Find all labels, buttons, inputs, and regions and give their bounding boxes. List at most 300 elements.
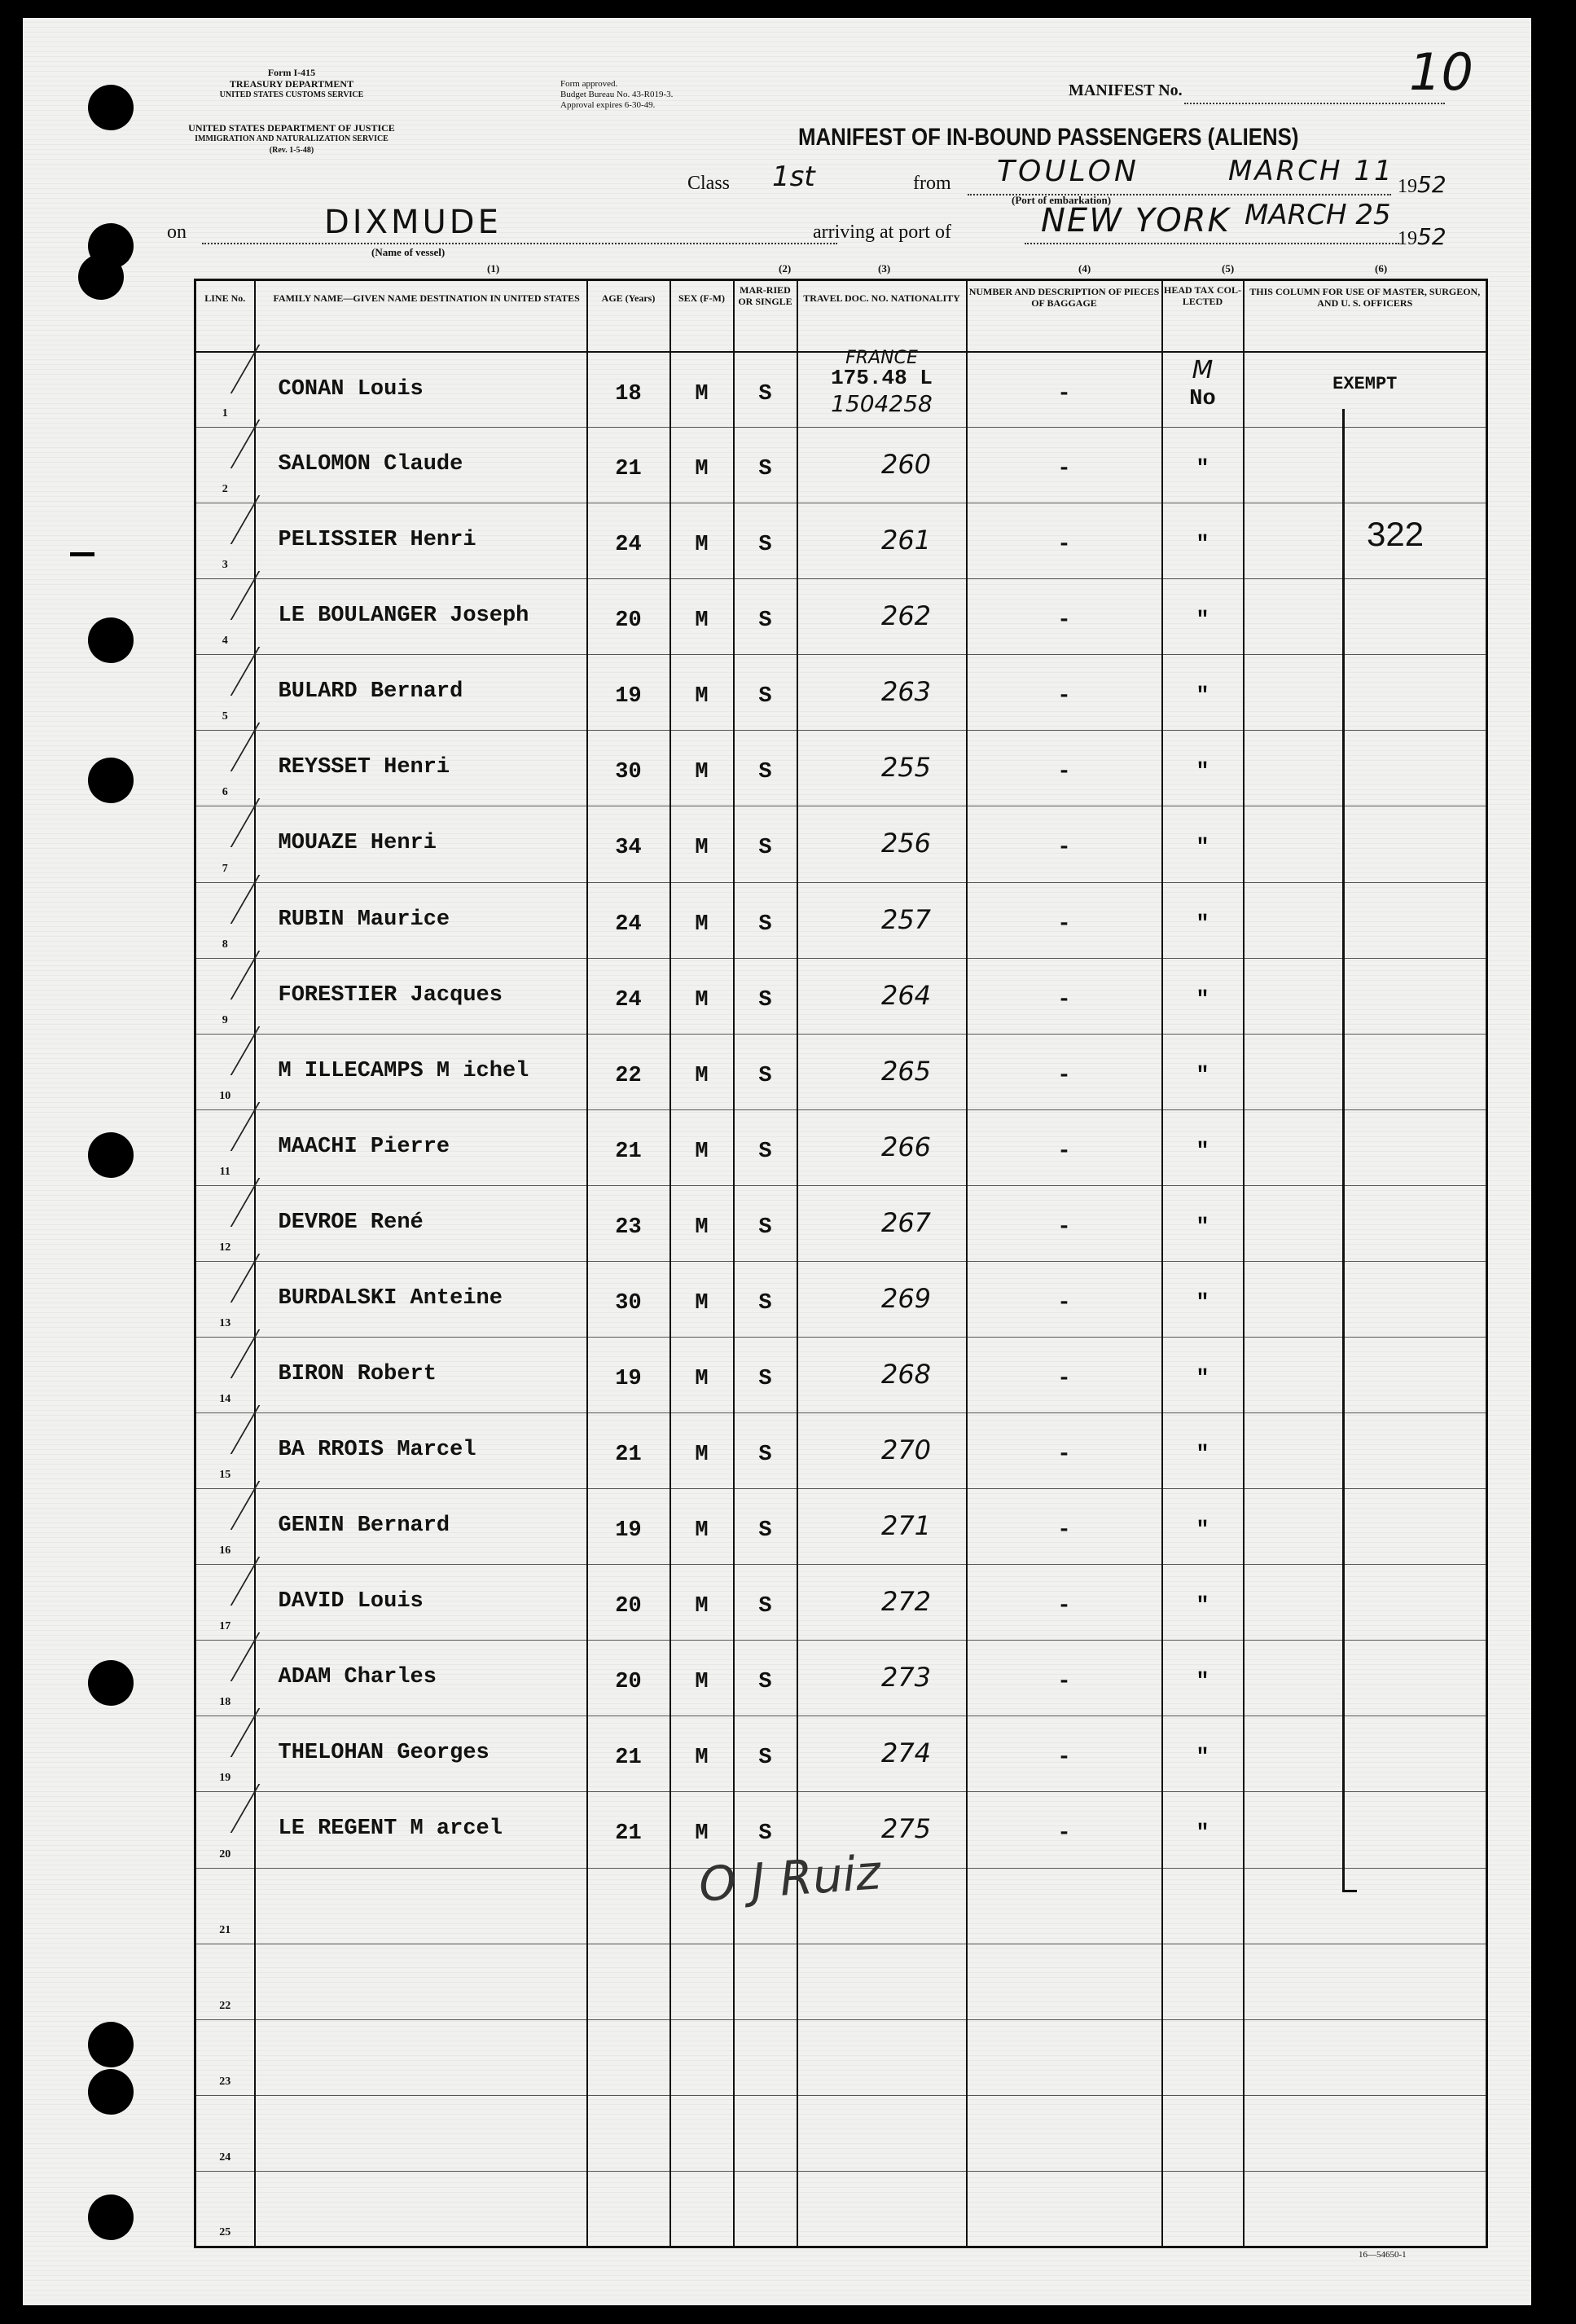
binder-hole xyxy=(88,617,134,663)
line-number-cell: 13 xyxy=(195,1261,255,1337)
head-tax: No xyxy=(1189,386,1216,411)
manifest-title: MANIFEST OF IN-BOUND PASSENGERS (ALIENS) xyxy=(798,124,1299,151)
binder-hole xyxy=(88,2194,134,2240)
passenger-sex-cell xyxy=(670,428,734,503)
passenger-marital: S xyxy=(758,684,772,710)
passenger-age: 20 xyxy=(615,1670,642,1695)
travel-doc-number-cell xyxy=(797,503,967,579)
passenger-sex-cell xyxy=(670,2171,734,2247)
line-number-cell: 23 xyxy=(195,2019,255,2095)
passenger-marital: S xyxy=(758,1821,772,1847)
baggage-cell xyxy=(967,1109,1162,1185)
passenger-marital: S xyxy=(758,1290,772,1316)
table-row xyxy=(195,1641,1487,1716)
on-label: on xyxy=(167,222,187,243)
officer-use-cell xyxy=(1244,352,1487,428)
head-tax-cell xyxy=(1162,958,1244,1034)
travel-doc-number-cell xyxy=(797,2095,967,2171)
binder-hole xyxy=(88,2069,134,2115)
table-row xyxy=(195,806,1487,882)
passenger-sex-cell xyxy=(670,1565,734,1641)
line-number-cell: 9 xyxy=(195,958,255,1034)
officer-bracket-line xyxy=(1342,409,1345,1891)
vessel-name: DIXMUDE xyxy=(324,204,502,241)
col-age: AGE (Years) xyxy=(587,280,670,352)
passenger-age-cell xyxy=(587,1413,670,1489)
passenger-name-cell xyxy=(255,806,587,882)
passenger-marital: S xyxy=(758,1670,772,1695)
col-number-1: (1) xyxy=(487,262,500,275)
passenger-age-cell xyxy=(587,579,670,655)
baggage-cell xyxy=(967,1489,1162,1565)
year-suffix-1: 52 xyxy=(1417,171,1446,198)
line-number-cell: 14 xyxy=(195,1338,255,1413)
table-row xyxy=(195,1338,1487,1413)
travel-doc-number-cell xyxy=(797,1565,967,1641)
baggage-cell xyxy=(967,1185,1162,1261)
ins-service: IMMIGRATION AND NATURALIZATION SERVICE xyxy=(195,134,389,143)
passenger-age-cell xyxy=(587,958,670,1034)
passenger-age: 24 xyxy=(615,912,642,937)
travel-doc-number-cell xyxy=(797,2019,967,2095)
col-name: FAMILY NAME—GIVEN NAME DESTINATION IN UNITED STATES xyxy=(255,280,587,352)
passenger-sex: M xyxy=(695,533,709,558)
passenger-name-cell xyxy=(255,1641,587,1716)
table-row xyxy=(195,958,1487,1034)
year-suffix-2: 52 xyxy=(1417,223,1446,250)
officer-use-cell xyxy=(1244,1413,1487,1489)
passenger-age-cell xyxy=(587,1716,670,1792)
passenger-sex: M xyxy=(695,760,709,785)
arriving-label: arriving at port of xyxy=(813,222,951,243)
passenger-marital-cell xyxy=(734,655,797,731)
baggage-cell xyxy=(967,882,1162,958)
passenger-sex: M xyxy=(695,1367,709,1392)
officer-bracket-end xyxy=(1342,1890,1357,1892)
passenger-marital-cell xyxy=(734,806,797,882)
passenger-sex-cell xyxy=(670,1489,734,1565)
col-travel-doc: TRAVEL DOC. NO. NATIONALITY xyxy=(797,280,967,352)
travel-doc-number-cell xyxy=(797,731,967,806)
head-tax: " xyxy=(1196,1821,1209,1847)
passenger-age: 21 xyxy=(615,457,642,482)
passenger-sex: M xyxy=(695,457,709,482)
baggage: - xyxy=(1057,987,1071,1013)
officer-use-cell xyxy=(1244,1109,1487,1185)
travel-doc-number-2: 1504258 xyxy=(831,389,933,417)
baggage-cell xyxy=(967,2095,1162,2171)
baggage-cell xyxy=(967,806,1162,882)
baggage-cell xyxy=(967,579,1162,655)
passenger-age: 34 xyxy=(615,836,642,861)
travel-doc-number-cell xyxy=(797,1944,967,2019)
passenger-sex-cell xyxy=(670,352,734,428)
baggage-cell xyxy=(967,1868,1162,1944)
binder-hole xyxy=(88,1660,134,1706)
line-number-cell: 18 xyxy=(195,1641,255,1716)
travel-doc-number: 273 xyxy=(880,1662,932,1694)
head-tax-cell xyxy=(1162,1716,1244,1792)
travel-doc-number: 263 xyxy=(880,676,932,708)
passenger-sex: M xyxy=(695,1063,709,1088)
passenger-age-cell xyxy=(587,1034,670,1109)
passenger-age: 19 xyxy=(615,1518,642,1544)
passenger-name: DAVID Louis xyxy=(278,1589,424,1614)
passenger-age: 30 xyxy=(615,760,642,785)
passenger-name-cell xyxy=(255,1185,587,1261)
line-number-cell: 4 xyxy=(195,579,255,655)
year-prefix-1: 19 xyxy=(1398,176,1417,197)
line-number-cell: 11 xyxy=(195,1109,255,1185)
signature: O J Ruiz xyxy=(696,1844,883,1913)
col-number-5: (5) xyxy=(1222,262,1235,275)
table-row xyxy=(195,1489,1487,1565)
col-married: MAR-RIED OR SINGLE xyxy=(734,280,797,352)
travel-doc-number: 257 xyxy=(880,903,932,935)
line-number-cell: 20 xyxy=(195,1792,255,1868)
travel-doc-number: 262 xyxy=(880,600,932,632)
officer-use-cell xyxy=(1244,1338,1487,1413)
table-row xyxy=(195,2095,1487,2171)
passenger-age-cell xyxy=(587,503,670,579)
head-tax-cell xyxy=(1162,1185,1244,1261)
passenger-name: REYSSET Henri xyxy=(278,755,450,780)
officer-use-cell xyxy=(1244,1868,1487,1944)
passenger-sex-cell xyxy=(670,579,734,655)
passenger-name: PELISSIER Henri xyxy=(278,528,476,553)
passenger-marital: S xyxy=(758,381,772,406)
head-tax-cell xyxy=(1162,428,1244,503)
line-number-cell: 7 xyxy=(195,806,255,882)
head-tax-cell xyxy=(1162,2019,1244,2095)
baggage-cell xyxy=(967,352,1162,428)
baggage-cell xyxy=(967,503,1162,579)
travel-doc-number: 270 xyxy=(880,1434,932,1466)
passenger-marital: S xyxy=(758,1367,772,1392)
col-baggage: NUMBER AND DESCRIPTION OF PIECES OF BAGGAGE xyxy=(967,280,1162,352)
passenger-sex-cell xyxy=(670,1944,734,2019)
passenger-age-cell xyxy=(587,1868,670,1944)
passenger-name: MAACHI Pierre xyxy=(278,1134,450,1159)
passenger-name-cell xyxy=(255,2019,587,2095)
passenger-age-cell xyxy=(587,1489,670,1565)
binder-hole xyxy=(88,2022,134,2067)
passenger-sex-cell xyxy=(670,1716,734,1792)
head-tax-cell xyxy=(1162,2095,1244,2171)
passenger-name: LE BOULANGER Joseph xyxy=(278,604,529,629)
passenger-marital-cell xyxy=(734,1034,797,1109)
passenger-marital-cell xyxy=(734,1338,797,1413)
class-value: 1st xyxy=(772,160,815,193)
manifest-no-value: 10 xyxy=(1409,42,1473,102)
passenger-sex: M xyxy=(695,912,709,937)
passenger-sex-cell xyxy=(670,731,734,806)
passenger-age-cell xyxy=(587,1109,670,1185)
passenger-name-cell xyxy=(255,2171,587,2247)
officer-use-cell xyxy=(1244,1489,1487,1565)
travel-doc-number-cell xyxy=(797,347,967,428)
officer-note: 322 xyxy=(1367,515,1425,553)
passenger-marital: S xyxy=(758,1746,772,1771)
passenger-age-cell xyxy=(587,1641,670,1716)
table-row xyxy=(195,1261,1487,1337)
head-tax: " xyxy=(1196,1518,1209,1544)
baggage: - xyxy=(1057,912,1071,937)
baggage: - xyxy=(1057,1443,1071,1468)
officer-use-cell xyxy=(1244,1034,1487,1109)
head-tax-cell xyxy=(1162,1868,1244,1944)
baggage: - xyxy=(1057,1367,1071,1392)
passenger-sex: M xyxy=(695,608,709,634)
head-tax: " xyxy=(1196,1746,1209,1771)
passenger-name-cell xyxy=(255,882,587,958)
vessel-underline xyxy=(202,243,837,244)
approval-line-3: Approval expires 6-30-49. xyxy=(560,100,656,110)
line-number-cell: 5 xyxy=(195,655,255,731)
passenger-age: 21 xyxy=(615,1443,642,1468)
passenger-age: 18 xyxy=(615,381,642,406)
travel-doc-number: 256 xyxy=(880,828,932,859)
passenger-age: 21 xyxy=(615,1746,642,1771)
passenger-age-cell xyxy=(587,1261,670,1337)
travel-doc-number: 268 xyxy=(880,1359,932,1390)
passenger-name: RUBIN Maurice xyxy=(278,907,450,932)
binder-hole xyxy=(78,254,124,300)
travel-doc-number: 267 xyxy=(880,1206,932,1238)
table-row xyxy=(195,655,1487,731)
officer-use-cell xyxy=(1244,2095,1487,2171)
travel-doc-number-cell xyxy=(797,1109,967,1185)
manifest-no-underline xyxy=(1184,103,1445,104)
travel-doc-number: 261 xyxy=(880,525,932,556)
passenger-sex-cell xyxy=(670,1185,734,1261)
passenger-age: 20 xyxy=(615,1594,642,1619)
head-tax-cell xyxy=(1162,731,1244,806)
col-line-no: LINE No. xyxy=(195,280,255,352)
table-row xyxy=(195,731,1487,806)
line-number-cell: 2 xyxy=(195,428,255,503)
line-number-cell: 22 xyxy=(195,1944,255,2019)
officer-use-cell xyxy=(1244,806,1487,882)
passenger-sex: M xyxy=(695,1443,709,1468)
table-header-row xyxy=(195,280,1487,352)
binder-hole xyxy=(88,85,134,130)
passenger-age: 20 xyxy=(615,608,642,634)
passenger-sex: M xyxy=(695,1594,709,1619)
baggage-cell xyxy=(967,1261,1162,1337)
passenger-marital: S xyxy=(758,912,772,937)
head-tax: " xyxy=(1196,1290,1209,1316)
passenger-name-cell xyxy=(255,1716,587,1792)
passenger-marital-cell xyxy=(734,1716,797,1792)
table-row xyxy=(195,352,1487,428)
passenger-name-cell xyxy=(255,1261,587,1337)
table-row xyxy=(195,428,1487,503)
baggage-cell xyxy=(967,731,1162,806)
baggage-cell xyxy=(967,1641,1162,1716)
passenger-name: DEVROE René xyxy=(278,1210,424,1235)
head-tax-cell xyxy=(1162,2171,1244,2247)
passenger-marital-cell xyxy=(734,1261,797,1337)
passenger-marital-cell xyxy=(734,1489,797,1565)
passenger-marital: S xyxy=(758,1594,772,1619)
head-tax-cell xyxy=(1162,1489,1244,1565)
line-number-cell: 6 xyxy=(195,731,255,806)
baggage: - xyxy=(1057,1215,1071,1240)
passenger-sex: M xyxy=(695,1290,709,1316)
head-tax-cell xyxy=(1162,1641,1244,1716)
baggage: - xyxy=(1057,1821,1071,1847)
travel-doc-number-cell xyxy=(797,1338,967,1413)
travel-doc-number-cell xyxy=(797,806,967,882)
passenger-name-cell xyxy=(255,655,587,731)
line-number-cell: 16 xyxy=(195,1489,255,1565)
col-number-3: (3) xyxy=(878,262,891,275)
travel-doc-number-cell xyxy=(797,1034,967,1109)
passenger-sex: M xyxy=(695,1746,709,1771)
passenger-sex: M xyxy=(695,684,709,710)
passenger-name: M ILLECAMPS M ichel xyxy=(278,1058,529,1083)
head-tax-cell xyxy=(1162,1565,1244,1641)
binder-hole xyxy=(88,1132,134,1178)
passenger-age-cell xyxy=(587,806,670,882)
passenger-age-cell xyxy=(587,2095,670,2171)
officer-use-cell xyxy=(1244,1641,1487,1716)
passenger-sex: M xyxy=(695,1518,709,1544)
passenger-age: 21 xyxy=(615,1821,642,1847)
passenger-name-cell xyxy=(255,1565,587,1641)
travel-doc-number-cell xyxy=(797,2171,967,2247)
col-number-2: (2) xyxy=(779,262,792,275)
passenger-name: MOUAZE Henri xyxy=(278,831,437,856)
travel-doc-number: 255 xyxy=(880,752,932,784)
year-prefix-2: 19 xyxy=(1398,228,1417,249)
from-underline xyxy=(968,194,1391,195)
passenger-name-cell xyxy=(255,1413,587,1489)
passenger-name-cell xyxy=(255,1868,587,1944)
approval-block xyxy=(560,79,673,111)
passenger-age: 24 xyxy=(615,533,642,558)
head-tax-cell xyxy=(1162,1338,1244,1413)
passenger-name: FORESTIER Jacques xyxy=(278,982,503,1008)
baggage-cell xyxy=(967,1034,1162,1109)
passenger-sex-cell xyxy=(670,655,734,731)
passenger-age-cell xyxy=(587,1338,670,1413)
passenger-name-cell xyxy=(255,1489,587,1565)
baggage-cell xyxy=(967,1944,1162,2019)
travel-doc-number: 275 xyxy=(880,1813,932,1845)
year-2 xyxy=(1398,223,1446,250)
officer-use-cell xyxy=(1244,882,1487,958)
passenger-age: 22 xyxy=(615,1063,642,1088)
passenger-age-cell xyxy=(587,352,670,428)
justice-block xyxy=(161,122,422,156)
table-row xyxy=(195,1185,1487,1261)
passenger-sex: M xyxy=(695,1215,709,1240)
travel-doc-number-cell xyxy=(797,1489,967,1565)
head-tax-cell xyxy=(1162,1261,1244,1337)
baggage: - xyxy=(1057,836,1071,861)
col-sex: SEX (F-M) xyxy=(670,280,734,352)
officer-use: EXEMPT xyxy=(1332,373,1398,394)
baggage: - xyxy=(1057,1290,1071,1316)
arrival-port: NEW YORK xyxy=(1041,202,1231,239)
baggage-cell xyxy=(967,1716,1162,1792)
table-row xyxy=(195,1413,1487,1489)
travel-doc-number: 266 xyxy=(880,1131,932,1162)
baggage: - xyxy=(1057,533,1071,558)
baggage-cell xyxy=(967,2019,1162,2095)
customs-service: UNITED STATES CUSTOMS SERVICE xyxy=(219,90,364,99)
passenger-sex-cell xyxy=(670,1338,734,1413)
passenger-sex-cell xyxy=(670,2095,734,2171)
passenger-sex: M xyxy=(695,836,709,861)
baggage-cell xyxy=(967,428,1162,503)
table-row xyxy=(195,1716,1487,1792)
travel-doc-number-cell xyxy=(797,958,967,1034)
head-tax: " xyxy=(1196,1063,1209,1088)
passenger-name: BURDALSKI Anteine xyxy=(278,1285,503,1311)
passenger-sex-cell xyxy=(670,1641,734,1716)
table-row xyxy=(195,1565,1487,1641)
passenger-sex-cell xyxy=(670,1109,734,1185)
officer-use-cell xyxy=(1244,2171,1487,2247)
baggage: - xyxy=(1057,1518,1071,1544)
passenger-sex-cell xyxy=(670,806,734,882)
head-tax: " xyxy=(1196,760,1209,785)
passenger-sex-cell xyxy=(670,1413,734,1489)
passenger-marital-cell xyxy=(734,579,797,655)
passenger-age: 24 xyxy=(615,987,642,1013)
passenger-marital: S xyxy=(758,533,772,558)
travel-doc-number: 264 xyxy=(880,979,932,1011)
officer-use-cell xyxy=(1244,731,1487,806)
passenger-marital-cell xyxy=(734,1944,797,2019)
travel-doc-number: 265 xyxy=(880,1055,932,1087)
passenger-age-cell xyxy=(587,731,670,806)
table-row xyxy=(195,503,1487,579)
passenger-name-cell xyxy=(255,2095,587,2171)
officer-use-cell xyxy=(1244,2019,1487,2095)
col-number-6: (6) xyxy=(1375,262,1388,275)
passenger-name-cell xyxy=(255,579,587,655)
passenger-name: THELOHAN Georges xyxy=(278,1741,489,1766)
passenger-name: BIRON Robert xyxy=(278,1362,437,1387)
passenger-age-cell xyxy=(587,1565,670,1641)
baggage-cell xyxy=(967,1413,1162,1489)
passenger-marital-cell xyxy=(734,731,797,806)
passenger-marital-cell xyxy=(734,503,797,579)
col-officers: THIS COLUMN FOR USE OF MASTER, SURGEON, AND U. S. OFFICERS xyxy=(1244,280,1487,352)
nationality: FRANCE xyxy=(845,347,918,368)
head-tax-cell xyxy=(1162,1413,1244,1489)
passenger-marital: S xyxy=(758,457,772,482)
baggage-cell xyxy=(967,958,1162,1034)
baggage-cell xyxy=(967,1565,1162,1641)
table-row xyxy=(195,2171,1487,2247)
head-tax: " xyxy=(1196,987,1209,1013)
passenger-name: CONAN Louis xyxy=(278,376,424,402)
head-tax: " xyxy=(1196,1367,1209,1392)
passenger-name: BA RROIS Marcel xyxy=(278,1438,476,1463)
passenger-marital-cell xyxy=(734,1109,797,1185)
passenger-table xyxy=(194,279,1488,2248)
table-row xyxy=(195,1109,1487,1185)
revision: (Rev. 1-5-48) xyxy=(269,146,314,155)
passenger-name: ADAM Charles xyxy=(278,1665,437,1690)
head-tax-cell xyxy=(1162,1944,1244,2019)
travel-doc-number-cell xyxy=(797,1185,967,1261)
